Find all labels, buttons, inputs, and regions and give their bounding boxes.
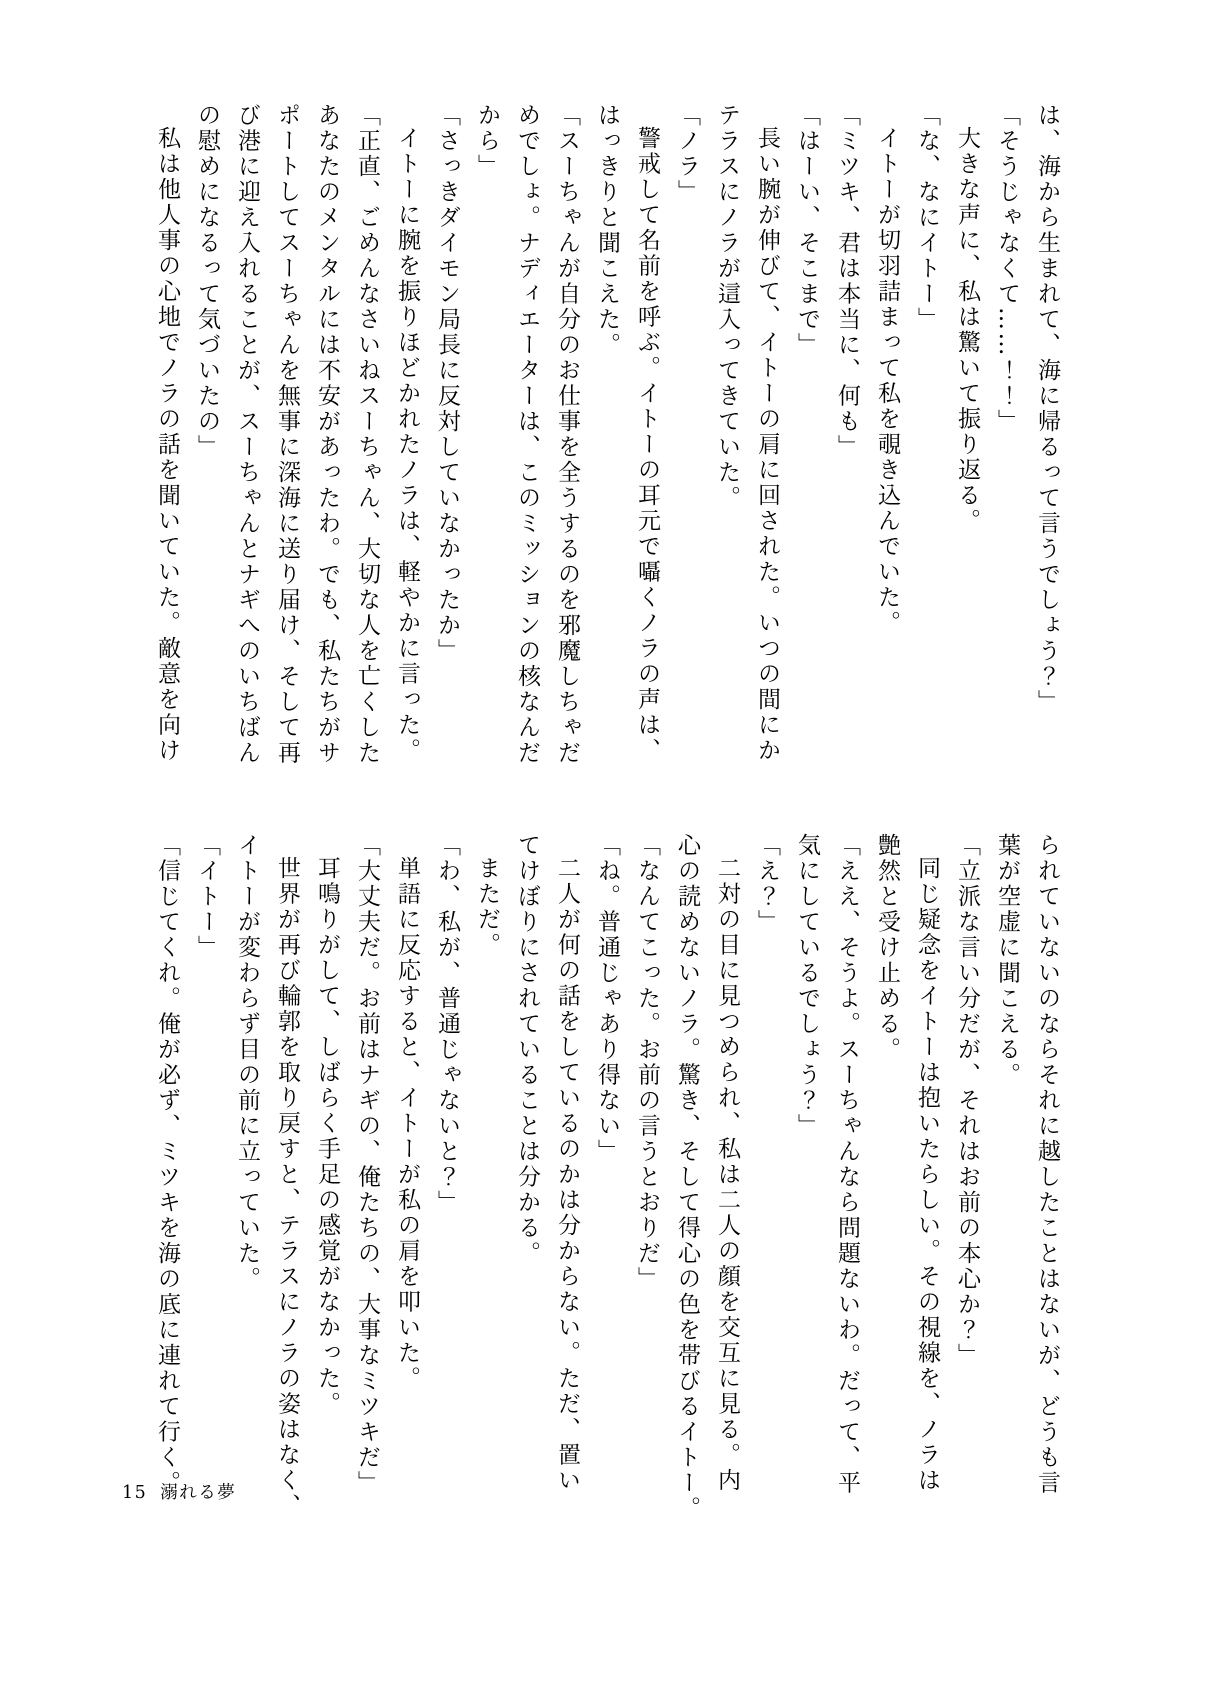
text-line: 「ええ、そうよ。スーちゃんなら問題ないわ。だって、平 — [834, 833, 860, 1496]
text-line: の慰めになるって気づいたの」 — [194, 103, 220, 460]
vertical-text-block-bottom — [147, 833, 1067, 1522]
text-line: 「立派な言い分だが、それはお前の本心か？」 — [954, 833, 980, 1369]
text-line: 艶然と受け止める。 — [874, 833, 900, 1063]
text-line: 「ね。普通じゃあり得ない」 — [594, 833, 620, 1165]
text-line: 「え？」 — [754, 833, 780, 935]
text-line: テラスにノラが這入ってきていた。 — [714, 103, 740, 511]
vertical-text-block-top — [147, 103, 1067, 775]
text-line: から」 — [474, 103, 500, 180]
page-number: 15 — [122, 1483, 148, 1503]
text-line: 心の読めないノラ。驚き、そして得心の色を帯びるイトー。 — [674, 833, 700, 1522]
text-line: 長い腕が伸びて、イトーの肩に回された。いつの間にか — [754, 126, 780, 764]
text-line: は、海から生まれて、海に帰るって言うでしょう？」 — [1034, 103, 1060, 715]
text-line: イトーが変わらず目の前に立っていた。 — [234, 833, 260, 1292]
text-line: 「わ、私が、普通じゃないと？」 — [434, 833, 460, 1216]
text-line: 耳鳴りがして、しばらく手足の感覚がなかった。 — [314, 856, 340, 1417]
text-line: 「はーい、そこまで」 — [794, 103, 820, 358]
text-line: 世界が再び輪郭を取り戻すと、テラスにノラの姿はなく、 — [274, 856, 300, 1519]
text-line: 大きな声に、私は驚いて振り返る。 — [954, 126, 980, 534]
text-line: 「な、なにイトー」 — [914, 103, 940, 333]
text-line: び港に迎え入れることが、スーちゃんとナギへのいちばん — [234, 103, 260, 766]
text-line: イトーに腕を振りほどかれたノラは、軽やかに言った。 — [394, 126, 420, 764]
text-line: 「なんてこった。お前の言うとおりだ」 — [634, 833, 660, 1292]
text-line: 私は他人事の心地でノラの話を聞いていた。敵意を向け — [154, 126, 180, 764]
text-line: イトーが切羽詰まって私を覗き込んでいた。 — [874, 126, 900, 636]
text-line: 同じ疑念をイトーは抱いたらしい。その視線を、ノラは — [914, 856, 940, 1494]
text-line: 「イトー」 — [194, 833, 220, 961]
text-line: 「信じてくれ。俺が必ず、ミツキを海の底に連れて行く。 — [154, 833, 180, 1496]
text-line: まただ。 — [474, 856, 500, 958]
text-line: 「そうじゃなくて……！！」 — [994, 103, 1020, 435]
text-line: はっきりと聞こえた。 — [594, 103, 620, 358]
text-line: 気にしているでしょう？」 — [794, 833, 820, 1139]
text-line: 葉が空虚に聞こえる。 — [994, 833, 1020, 1088]
book-title: 溺れる夢 — [160, 1483, 237, 1503]
text-line: 「ノラ」 — [674, 103, 700, 205]
text-line: 単語に反応すると、イトーが私の肩を叩いた。 — [394, 856, 420, 1392]
text-line: ポートしてスーちゃんを無事に深海に送り届け、そして再 — [274, 103, 300, 766]
page-footer — [122, 1479, 236, 1504]
text-line: 「さっきダイモン局長に反対していなかったか」 — [434, 103, 460, 664]
text-line: てけぼりにされていることは分かる。 — [514, 833, 540, 1267]
text-line: られていないのならそれに越したことはないが、どうも言 — [1034, 833, 1060, 1496]
text-line: めでしょ。ナディエーターは、このミッションの核なんだ — [514, 103, 540, 766]
text-line: 二人が何の話をしているのかは分からない。ただ、置い — [554, 856, 580, 1494]
text-line: 「スーちゃんが自分のお仕事を全うするのを邪魔しちゃだ — [554, 103, 580, 766]
text-line: 警戒して名前を呼ぶ。イトーの耳元で囁くノラの声は、 — [634, 126, 660, 764]
text-line: あなたのメンタルには不安があったわ。でも、私たちがサ — [314, 103, 340, 766]
text-line: 「ミツキ、君は本当に、何も」 — [834, 103, 860, 460]
text-line: 「正直、ごめんなさいねスーちゃん、大切な人を亡くした — [354, 103, 380, 766]
text-line: 二対の目に見つめられ、私は二人の顔を交互に見る。内 — [714, 856, 740, 1494]
text-line: 「大丈夫だ。お前はナギの、俺たちの、大事なミツキだ」 — [354, 833, 380, 1496]
